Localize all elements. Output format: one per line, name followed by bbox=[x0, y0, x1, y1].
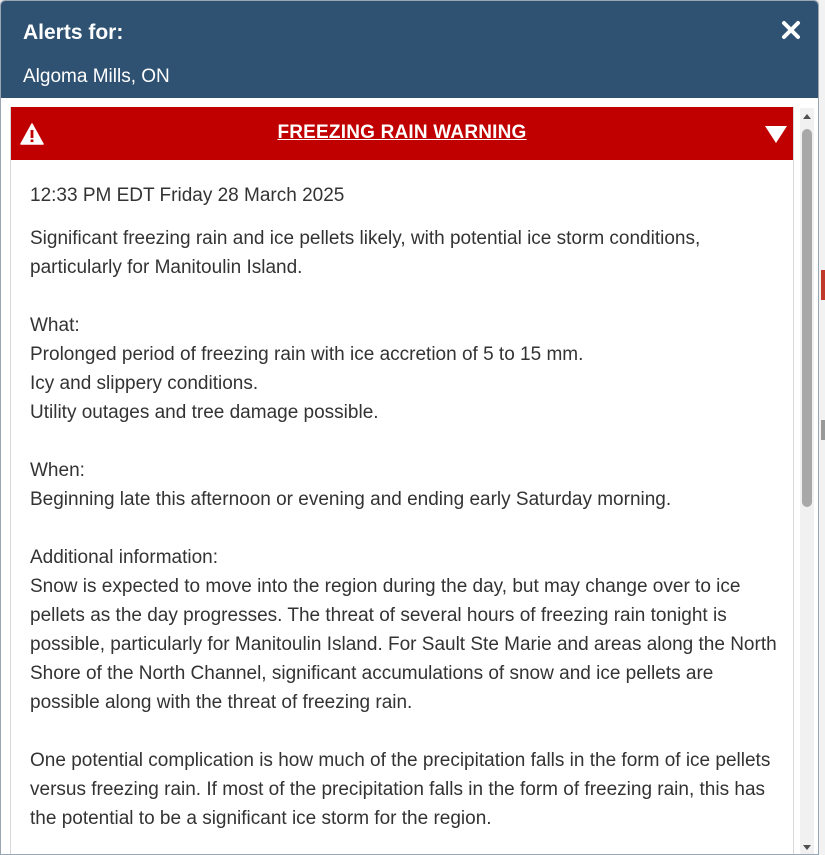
alert-panel bbox=[10, 107, 794, 855]
when-label: When: bbox=[30, 460, 85, 481]
additional-section bbox=[30, 543, 785, 717]
when-section bbox=[30, 456, 785, 514]
when-text: Beginning late this afternoon or evening and ending early Saturday morning. bbox=[30, 489, 672, 510]
alert-summary: Significant freezing rain and ice pellets likely, with potential ice storm conditions, particularly for Manitoulin Island. bbox=[30, 228, 701, 278]
additional-text: Snow is expected to move into the region during the day, but may change over to ice pellets as the day progresses. The threat of several hours of freezing rain tonight is possible, particularly for Manitoulin Island. For Sault Ste Marie and areas along the North Shore of the North Channel, significant accumulations of snow and ice pellets are possible along with the threat of freezing rain. bbox=[30, 576, 777, 713]
location-name: Algoma Mills, ON bbox=[23, 66, 170, 87]
complication-text: One potential complication is how much of the precipitation falls in the form of ice pellets versus freezing rain. If most of the precipitation falls in the form of freezing rain, this has the potential to be a significant ice storm for the region. bbox=[30, 750, 771, 829]
scrollbar-thumb[interactable] bbox=[802, 129, 812, 507]
what-section bbox=[30, 311, 785, 427]
background-marker bbox=[821, 270, 825, 300]
additional-label: Additional information: bbox=[30, 547, 218, 568]
scroll-down-arrow-icon[interactable] bbox=[802, 842, 812, 852]
what-label: What: bbox=[30, 315, 80, 336]
dialog-body bbox=[1, 98, 818, 855]
dialog-title: Alerts for: bbox=[23, 21, 124, 44]
what-line: Prolonged period of freezing rain with ice accretion of 5 to 15 mm. bbox=[30, 344, 584, 365]
warning-toggle-bar[interactable] bbox=[11, 107, 793, 160]
alert-timestamp: 12:33 PM EDT Friday 28 March 2025 bbox=[30, 185, 345, 206]
background-marker bbox=[821, 420, 825, 440]
warning-title-link[interactable]: FREEZING RAIN WARNING bbox=[277, 122, 527, 143]
close-button[interactable] bbox=[778, 17, 804, 43]
close-icon bbox=[778, 17, 804, 43]
dialog-header bbox=[1, 1, 818, 98]
alert-details bbox=[30, 181, 785, 855]
scroll-up-arrow-icon[interactable] bbox=[802, 112, 812, 122]
what-line: Utility outages and tree damage possible. bbox=[30, 402, 379, 423]
vertical-scrollbar[interactable] bbox=[800, 108, 814, 855]
page-background-edge bbox=[819, 0, 825, 855]
chevron-down-icon[interactable] bbox=[764, 124, 788, 144]
what-line: Icy and slippery conditions. bbox=[30, 373, 259, 394]
